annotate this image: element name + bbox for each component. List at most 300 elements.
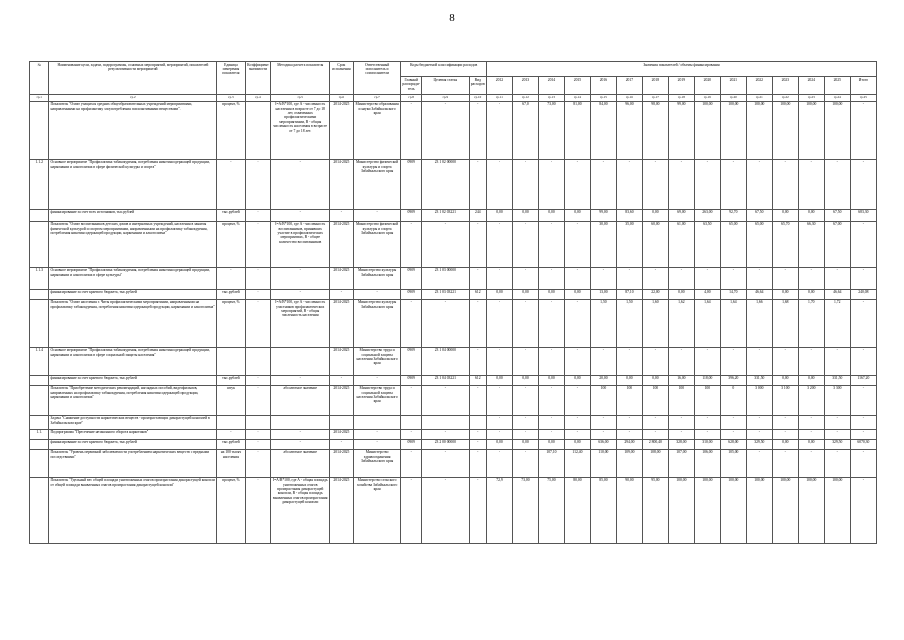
row-value: 0,00 xyxy=(486,439,512,449)
row-name: финансирование за счет краевого бюджета, тыс.рублей xyxy=(49,289,217,299)
row-value: - xyxy=(538,429,564,439)
header-year: 2023 xyxy=(772,77,798,95)
row-value: - xyxy=(824,159,850,209)
row-value: - xyxy=(850,385,876,415)
row-value: - xyxy=(538,159,564,209)
row-value: - xyxy=(746,267,772,289)
row-value: 628,00 xyxy=(720,439,746,449)
row-number xyxy=(30,299,49,347)
row-value: - xyxy=(850,415,876,429)
column-index-cell: гр.18 xyxy=(668,95,694,101)
row-responsible xyxy=(353,415,401,429)
row-value: - xyxy=(824,415,850,429)
row-value: 100 xyxy=(642,385,668,415)
row-budget-gr: 0909 xyxy=(401,439,422,449)
row-coefficient: - xyxy=(245,221,271,267)
row-value: - xyxy=(512,449,538,477)
row-value: - xyxy=(538,299,564,347)
row-method: - xyxy=(271,289,329,299)
row-value: 0,00 xyxy=(512,209,538,221)
row-value: 100,00 xyxy=(824,477,850,543)
header-year: 2025 xyxy=(824,77,850,95)
header-year: 2017 xyxy=(616,77,642,95)
table-row xyxy=(30,299,877,347)
row-value: 90,00 xyxy=(616,477,642,543)
row-number xyxy=(30,375,49,385)
row-value: 331,50 xyxy=(824,375,850,385)
program-indicators-table xyxy=(29,61,877,544)
row-value: - xyxy=(616,347,642,375)
row-budget-vr: - xyxy=(469,385,486,415)
row-value: - xyxy=(694,429,720,439)
row-value: - xyxy=(772,429,798,439)
row-value: 0,00 xyxy=(642,375,668,385)
row-budget-cs: - xyxy=(421,299,469,347)
row-coefficient: - xyxy=(245,267,271,289)
row-budget-vr: - xyxy=(469,477,486,543)
row-value: 1,64 xyxy=(694,299,720,347)
row-term: 2014-2025 xyxy=(329,101,353,159)
row-value: - xyxy=(746,159,772,209)
row-value: - xyxy=(772,267,798,289)
header-year: 2022 xyxy=(746,77,772,95)
row-value: 0,00 xyxy=(668,289,694,299)
row-value: - xyxy=(512,415,538,429)
row-method xyxy=(271,415,329,429)
column-index-cell: гр.11 xyxy=(486,95,512,101)
row-number xyxy=(30,449,49,477)
row-value: 0,00 xyxy=(538,439,564,449)
row-value: 294,00 xyxy=(616,439,642,449)
row-number xyxy=(30,101,49,159)
row-value: 73,00 xyxy=(538,101,564,159)
header-year: 2012 xyxy=(486,77,512,95)
row-value: 118,00 xyxy=(694,375,720,385)
row-unit: тыс.рублей xyxy=(217,289,245,299)
row-value: 100,00 xyxy=(746,101,772,159)
row-value: 0,00 xyxy=(772,439,798,449)
row-value: - xyxy=(772,449,798,477)
row-value: - xyxy=(668,159,694,209)
row-budget-cs: - xyxy=(421,101,469,159)
column-index-cell: гр.10 xyxy=(469,95,486,101)
row-value: - xyxy=(668,347,694,375)
row-unit xyxy=(217,347,245,375)
row-value: 22,00 xyxy=(642,289,668,299)
row-value: 0,00 xyxy=(564,209,590,221)
row-value: 84,00 xyxy=(590,101,616,159)
row-term: - xyxy=(329,375,353,385)
column-index-cell: гр.20 xyxy=(720,95,746,101)
row-value: - xyxy=(486,101,512,159)
row-budget-cs: - xyxy=(421,221,469,267)
row-value: 0,00 xyxy=(798,375,824,385)
row-budget-vr: - xyxy=(469,439,486,449)
row-term: 2014-2025 xyxy=(329,221,353,267)
row-name: Показатель "Уровень первичной заболеваемости употреблением наркотических веществ с вредными последствиями" xyxy=(49,449,217,477)
row-value: 263,00 xyxy=(694,209,720,221)
row-value: 683,30 xyxy=(850,209,876,221)
row-value: 96,00 xyxy=(616,101,642,159)
row-number xyxy=(30,385,49,415)
row-budget-cs: 23 1 03 03221 xyxy=(421,289,469,299)
row-value: 0,00 xyxy=(486,289,512,299)
row-value: - xyxy=(642,347,668,375)
row-value: - xyxy=(798,347,824,375)
row-value: 107,00 xyxy=(668,449,694,477)
row-responsible: Министерство сельского хозяйства Забайкальского края xyxy=(353,477,401,543)
row-value: - xyxy=(590,429,616,439)
row-coefficient: - xyxy=(245,209,271,221)
row-value: 67,50 xyxy=(824,209,850,221)
row-budget-gr: - xyxy=(401,221,422,267)
row-budget-vr: 612 xyxy=(469,375,486,385)
row-value: - xyxy=(850,449,876,477)
row-term: 2014-2025 xyxy=(329,429,353,439)
row-value: - xyxy=(512,299,538,347)
row-value: 95,00 xyxy=(642,477,668,543)
row-value: - xyxy=(616,429,642,439)
row-term: 2014-2025 xyxy=(329,347,353,375)
row-value: 100 xyxy=(590,385,616,415)
row-value: 0,00 xyxy=(486,375,512,385)
row-value: 72,9 xyxy=(486,477,512,543)
row-value: 100,00 xyxy=(720,101,746,159)
row-unit xyxy=(217,415,245,429)
table-row xyxy=(30,385,877,415)
row-value: - xyxy=(668,415,694,429)
row-unit: тыс.рублей xyxy=(217,375,245,385)
row-value: - xyxy=(590,267,616,289)
row-term: - xyxy=(329,289,353,299)
row-value: 1,50 xyxy=(616,299,642,347)
row-responsible: Министерство труда и социальной защиты населения Забайкальского края xyxy=(353,385,401,415)
row-value: 14,70 xyxy=(720,289,746,299)
row-budget-vr xyxy=(469,415,486,429)
row-responsible: - xyxy=(353,209,401,221)
row-method: - xyxy=(271,209,329,221)
header-unit: Единица измерения показателя xyxy=(217,62,245,95)
column-index-cell: гр.5 xyxy=(271,95,329,101)
row-value: 73,00 xyxy=(512,477,538,543)
row-term: 2014-2025 xyxy=(329,159,353,209)
row-number xyxy=(30,221,49,267)
row-value: - xyxy=(798,415,824,429)
row-value: - xyxy=(564,267,590,289)
row-value: 98,00 xyxy=(642,101,668,159)
table-row xyxy=(30,209,877,221)
row-value: - xyxy=(642,429,668,439)
row-value: 107,10 xyxy=(538,449,564,477)
row-responsible: Министерство труда и социальной защиты населения Забайкальского края xyxy=(353,347,401,375)
row-value: 0,00 xyxy=(538,375,564,385)
row-method: абсолютное значение xyxy=(271,449,329,477)
table-row xyxy=(30,439,877,449)
row-value: 46,64 xyxy=(746,289,772,299)
row-budget-vr: 612 xyxy=(469,289,486,299)
row-budget-cs: - xyxy=(421,429,469,439)
row-value: 0,00 xyxy=(512,439,538,449)
row-budget-cs: - xyxy=(421,449,469,477)
row-value: - xyxy=(590,415,616,429)
header-values: Значения показателей / объемы финансирования xyxy=(486,62,876,77)
row-term: 2014-2025 xyxy=(329,477,353,543)
column-index-cell: гр.3 xyxy=(217,95,245,101)
column-index-cell: гр.22 xyxy=(772,95,798,101)
row-value: 0,00 xyxy=(772,289,798,299)
row-responsible: Министерство физической культуры и спорта Забайкальского края xyxy=(353,221,401,267)
row-number xyxy=(30,477,49,543)
row-name: финансирование за счет краевого бюджета, тыс.рублей xyxy=(49,375,217,385)
row-value: 0,00 xyxy=(486,209,512,221)
row-value: - xyxy=(850,477,876,543)
row-term: 2014-2025 xyxy=(329,299,353,347)
row-value: - xyxy=(616,267,642,289)
header-budget-sub: Главный распоряди-тель xyxy=(401,77,422,95)
row-value: 112,40 xyxy=(564,449,590,477)
row-value: 1,50 xyxy=(590,299,616,347)
row-value: - xyxy=(694,159,720,209)
row-name: финансирование за счет всех источников, тыс.рублей xyxy=(49,209,217,221)
row-value: 0,00 xyxy=(512,375,538,385)
row-method xyxy=(271,347,329,375)
header-term: Срок исполнения xyxy=(329,62,353,95)
row-number xyxy=(30,209,49,221)
row-value: - xyxy=(486,449,512,477)
table-row xyxy=(30,221,877,267)
row-budget-gr: 0909 xyxy=(401,267,422,289)
row-value: 20,00 xyxy=(590,375,616,385)
page-number: 8 xyxy=(449,12,455,24)
row-value: 100,00 xyxy=(694,101,720,159)
row-value: 0,00 xyxy=(772,375,798,385)
header-resp: Ответственный исполнитель и соисполнители xyxy=(353,62,401,95)
row-value: 1,64 xyxy=(720,299,746,347)
row-value: 100 xyxy=(668,385,694,415)
table-row xyxy=(30,267,877,289)
header-budget-sub: Целевая статья xyxy=(421,77,469,95)
row-value: 69,00 xyxy=(668,209,694,221)
row-name: Задача "Снижение доступности наркотических веществ - произрастающих дикорастущей коноплей в Забайкальском крае" xyxy=(49,415,217,429)
row-value: 63,50 xyxy=(694,221,720,267)
row-name: финансирование за счет краевого бюджета, тыс.рублей xyxy=(49,439,217,449)
table-row xyxy=(30,375,877,385)
header-year: 2020 xyxy=(694,77,720,95)
row-coefficient: - xyxy=(245,385,271,415)
row-name: Подпрограмма "Пресечение незаконного оборота наркотиков" xyxy=(49,429,217,439)
row-budget-gr: - xyxy=(401,299,422,347)
row-value: - xyxy=(798,449,824,477)
row-coefficient: - xyxy=(245,477,271,543)
row-value: - xyxy=(538,385,564,415)
header-budget-sub: Вид расходов xyxy=(469,77,486,95)
column-index-cell: гр.8 xyxy=(401,95,422,101)
row-coefficient xyxy=(245,347,271,375)
row-value: - xyxy=(538,267,564,289)
table-row xyxy=(30,289,877,299)
row-coefficient: - xyxy=(245,429,271,439)
row-value: - xyxy=(538,347,564,375)
row-value: 35,00 xyxy=(616,221,642,267)
row-coefficient: - xyxy=(245,375,271,385)
row-value: 108,00 xyxy=(642,449,668,477)
row-value: - xyxy=(746,415,772,429)
table-row xyxy=(30,101,877,159)
row-value: 1,72 xyxy=(824,299,850,347)
header-year: 2015 xyxy=(564,77,590,95)
column-index-cell: гр.14 xyxy=(564,95,590,101)
row-responsible: Министерство физической культуры и спорта Забайкальского края xyxy=(353,159,401,209)
row-value: - xyxy=(512,221,538,267)
row-value: 100 xyxy=(694,385,720,415)
row-value: - xyxy=(538,415,564,429)
column-index-cell: гр.9 xyxy=(421,95,469,101)
row-value: 0,00 xyxy=(564,375,590,385)
row-value: 80,00 xyxy=(564,477,590,543)
row-value: - xyxy=(720,347,746,375)
row-budget-vr: - xyxy=(469,267,486,289)
row-value: 396,20 xyxy=(720,375,746,385)
row-budget-gr: 0909 xyxy=(401,209,422,221)
table-row xyxy=(30,159,877,209)
row-value: 65,70 xyxy=(772,221,798,267)
row-value: - xyxy=(746,347,772,375)
row-method: - xyxy=(271,429,329,439)
row-value: - xyxy=(486,267,512,289)
row-value: 6070,30 xyxy=(850,439,876,449)
row-responsible: Министерство образования и науки Забайкальского края xyxy=(353,101,401,159)
row-value: - xyxy=(616,415,642,429)
row-value: 0,00 xyxy=(798,209,824,221)
row-budget-cs: - xyxy=(421,477,469,543)
row-value: 110,00 xyxy=(590,449,616,477)
row-value: - xyxy=(668,267,694,289)
row-value: - xyxy=(746,429,772,439)
row-number: 1.1.4 xyxy=(30,347,49,375)
row-value: 67,0 xyxy=(512,101,538,159)
row-value: - xyxy=(590,347,616,375)
row-value: 65,00 xyxy=(746,221,772,267)
row-value: 100,00 xyxy=(772,477,798,543)
row-value: 1167,20 xyxy=(850,375,876,385)
header-year: 2019 xyxy=(668,77,694,95)
row-value: - xyxy=(772,415,798,429)
row-budget-gr: - xyxy=(401,449,422,477)
row-value: - xyxy=(850,299,876,347)
row-budget-gr: - xyxy=(401,429,422,439)
row-budget-vr: - xyxy=(469,299,486,347)
row-value: 3 100 xyxy=(772,385,798,415)
row-name: Показатель "Охват учащихся средних общеобразовательных учреждений мероприятиями, направленными на профилактику злоупотребления психоактивными веществами". xyxy=(49,101,217,159)
row-term: - xyxy=(329,439,353,449)
row-responsible: Министерство здравоохранения Забайкальского края xyxy=(353,449,401,477)
row-budget-cs: 23 1 03 00000 xyxy=(421,267,469,289)
row-budget-gr: 0909 xyxy=(401,347,422,375)
row-unit: на 100 тысяч населения xyxy=(217,449,245,477)
column-index-cell: гр.13 xyxy=(538,95,564,101)
row-method: I=A/B*100, где А - численность участников профилактических мероприятий, В - общая численность населения xyxy=(271,299,329,347)
row-term: - xyxy=(329,209,353,221)
header-num: № xyxy=(30,62,49,95)
row-value: - xyxy=(850,159,876,209)
row-value: 81,00 xyxy=(564,101,590,159)
row-term: 2014-2025 xyxy=(329,449,353,477)
row-value: 100,00 xyxy=(772,101,798,159)
row-value: - xyxy=(512,267,538,289)
row-unit: - xyxy=(217,159,245,209)
row-value: 0,00 xyxy=(772,209,798,221)
row-value: - xyxy=(720,415,746,429)
row-value: 92,70 xyxy=(720,209,746,221)
row-value: 0,00 xyxy=(642,209,668,221)
row-coefficient xyxy=(245,101,271,159)
row-unit: процент, % xyxy=(217,477,245,543)
row-name: Показатель "Охват населения г. Читы профилактическими мероприятиями, направленными на профилактику табакокурения, потребления никотинсодержащей продукции, наркомании и алкоголизма" xyxy=(49,299,217,347)
row-value: - xyxy=(642,415,668,429)
row-value: - xyxy=(616,159,642,209)
row-value: 1,60 xyxy=(642,299,668,347)
row-unit: тыс.рублей xyxy=(217,209,245,221)
row-method: I=A/B*100, где А - численность воспитанников, принявших участие в профилактических мероприятиях, В - общее количество воспитанников xyxy=(271,221,329,267)
row-value: 329,50 xyxy=(746,439,772,449)
row-value: - xyxy=(720,159,746,209)
row-term: 2014-2025 xyxy=(329,385,353,415)
row-number: 1.1.2 xyxy=(30,159,49,209)
row-value: - xyxy=(850,221,876,267)
row-coefficient: - xyxy=(245,289,271,299)
row-value: 61,00 xyxy=(668,221,694,267)
row-value: 240,08 xyxy=(850,289,876,299)
row-budget-cs: 23 1 02 00000 xyxy=(421,159,469,209)
row-value: - xyxy=(564,159,590,209)
row-value: - xyxy=(746,449,772,477)
header-year: 2016 xyxy=(590,77,616,95)
header-year: 2014 xyxy=(538,77,564,95)
row-value: 0,00 xyxy=(798,289,824,299)
header-year: Итого xyxy=(850,77,876,95)
row-value: - xyxy=(512,347,538,375)
row-term xyxy=(329,415,353,429)
row-value: 0,00 xyxy=(564,289,590,299)
row-value: - xyxy=(642,267,668,289)
row-number: 1.1. xyxy=(30,429,49,439)
header-year: 2021 xyxy=(720,77,746,95)
row-value: 3 200 xyxy=(798,385,824,415)
row-value: - xyxy=(850,101,876,159)
row-value: 0,00 xyxy=(564,439,590,449)
row-value: 329,50 xyxy=(824,439,850,449)
row-value: - xyxy=(798,159,824,209)
row-value: 60,00 xyxy=(642,221,668,267)
row-value: 3 300 xyxy=(824,385,850,415)
row-value: 0,00 xyxy=(798,439,824,449)
row-budget-gr: 0909 xyxy=(401,289,422,299)
row-value: 328,00 xyxy=(668,439,694,449)
row-budget-vr: - xyxy=(469,347,486,375)
header-coef: Коэффициент значимости xyxy=(245,62,271,95)
column-index-cell: гр.24 xyxy=(824,95,850,101)
row-value: 75,00 xyxy=(538,477,564,543)
row-value: - xyxy=(694,415,720,429)
row-value: 99,00 xyxy=(668,101,694,159)
row-value: - xyxy=(486,221,512,267)
header-year: 2024 xyxy=(798,77,824,95)
row-value: - xyxy=(824,429,850,439)
row-method: - xyxy=(271,375,329,385)
row-budget-cs xyxy=(421,415,469,429)
row-value: - xyxy=(694,267,720,289)
row-value: 100,00 xyxy=(720,477,746,543)
